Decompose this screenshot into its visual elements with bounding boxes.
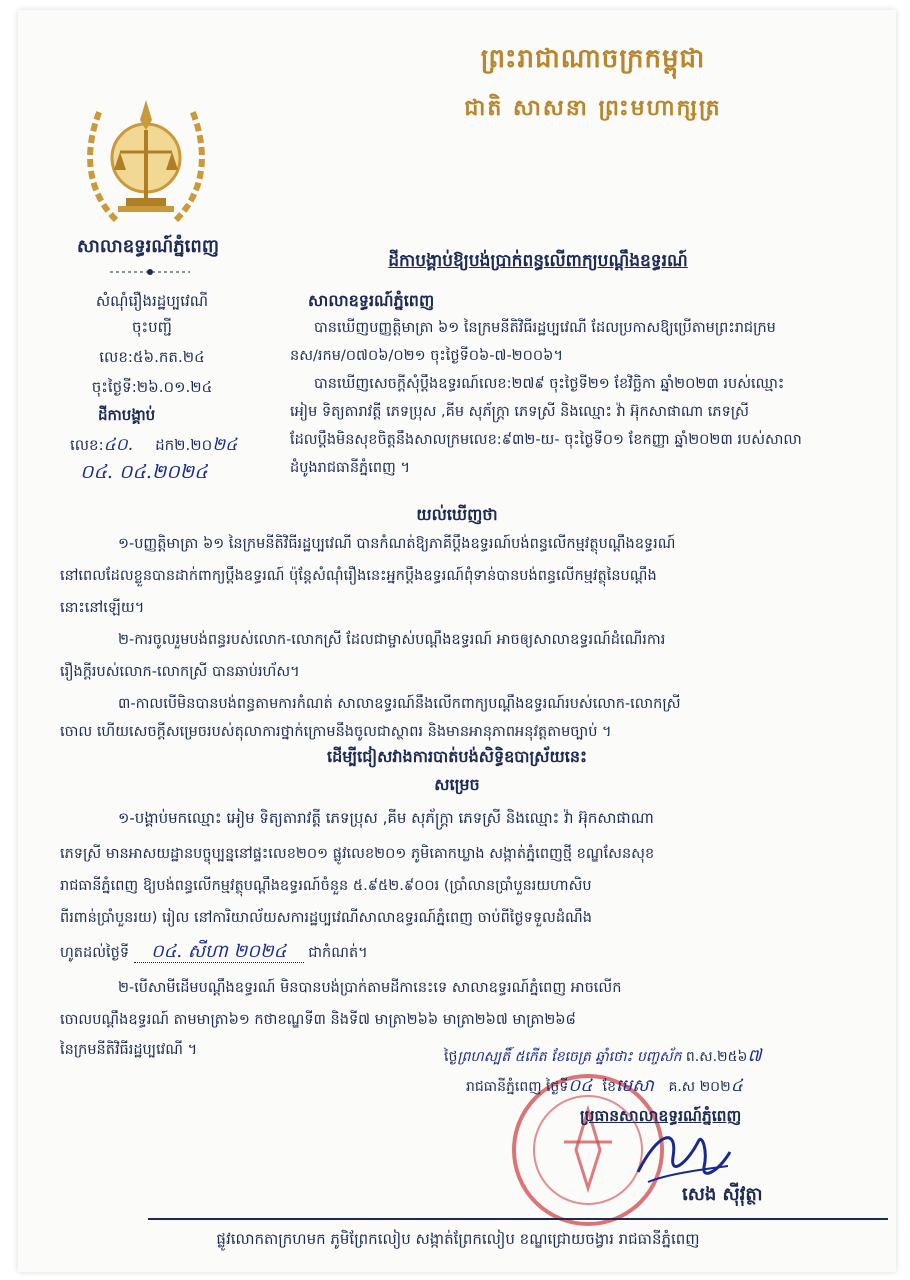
- preamble-line: ដែលប្តឹងមិនសុខចិត្តនឹងសាលក្រមលេខ:៩៣២-យ- ចុះថ្ងៃទី០១ ខែកញ្ញា ឆ្នាំ២០២៣ របស់សាលា: [290, 432, 802, 448]
- considering-line: នៅពេលដែលខ្លួនបានដាក់ពាក្យប្តឹងឧទ្ធរណ៍ ប៉ុន្តែសំណុំរឿងនេះអ្នកប្តឹងឧទ្ធរណ៍ពុំទាន់បានបង់ពន្ធលើកម្មវត្ថុនៃបណ្តឹង: [60, 568, 657, 584]
- footer-divider: [148, 1218, 888, 1220]
- order-number-suffix: ដក២.២០: [155, 436, 213, 454]
- lunar-year-handwritten: ៧: [747, 1046, 762, 1066]
- document-title: ដីកាបង្គាប់ឱ្យបង់ប្រាក់ពន្ធលើពាក្យបណ្តឹងឧទ្ធរណ៍: [388, 251, 688, 271]
- preamble-line: អៀម ទិត្យតារាវត្តី ភេទប្រុស ,គីម សុភ័ក្ត្រា ភេទស្រី និងឈ្មោះ វ៉ា អ៊ុកសាផាណា ភេទស្រី: [290, 404, 749, 420]
- preamble-line: បានឃើញសេចក្តីសុំប្តឹងឧទ្ធរណ៍លេខ:២៧៩ ចុះថ្ងៃទី២១ ខែវិច្ឆិកា ឆ្នាំ២០២៣ របស់ឈ្មោះ: [314, 376, 785, 392]
- ornament-divider-icon: [110, 266, 190, 278]
- order-date-handwritten: ០៤. ០៤.២០២៤: [80, 461, 208, 483]
- decision-line: ភេទស្រី មានអាសយដ្ឋានបច្ចុប្បន្ននៅផ្ទះលេខ២០១ ផ្លូវលេខ២០១ ភូមិគោកឃ្លាង សង្កាត់ភ្នំពេញថ្មី ខណ្ឌសែនសុខ: [60, 846, 655, 862]
- considering-line: នោះនៅឡើយ។: [60, 600, 145, 616]
- month-handwritten: មេសា: [616, 1076, 654, 1096]
- lunar-date-prefix: ថ្ងៃ: [444, 1049, 458, 1065]
- order-number-handwritten: ៤០.: [103, 435, 134, 455]
- order-number: [70, 434, 237, 459]
- preamble-line: នស/រកម/០៧០៦/០២១ ចុះថ្ងៃទី០៦-៧-២០០៦។: [290, 348, 564, 364]
- considering-line: ៣-កាលបើមិនបានបង់ពន្ធតាមការកំណត់ សាលាឧទ្ធរណ៍នឹងលើកពាក្យបណ្តឹងឧទ្ធរណ៍របស់លោក-លោកស្រី: [118, 696, 681, 712]
- deadline-date-handwritten: ០៤. សីហា ២០២៤: [134, 942, 304, 963]
- deadline-line: [60, 942, 368, 963]
- signatory-name: សេង ស៊ីវុត្ថា: [682, 1184, 763, 1205]
- file-label: សំណុំរឿងរដ្ឋប្បវេណី: [95, 292, 209, 310]
- scales-of-justice-emblem-icon: [76, 80, 216, 230]
- signatory-position: ប្រធានសាលាឧទ្ធរណ៍ភ្នំពេញ: [580, 1107, 742, 1125]
- court-name: សាលាឧទ្ធរណ៍ភ្នំពេញ: [77, 236, 219, 257]
- lunar-date-line: [444, 1046, 761, 1067]
- decision-line: ពីរពាន់ប្រាំបួនរយ) រៀល នៅការិយាល័យសការដ្ឋប្បវេណីសាលាឧទ្ធរណ៍ភ្នំពេញ ចាប់ពីថ្ងៃទទួលដំណឹង: [60, 910, 592, 926]
- place-date-prefix: រាជធានីភ្នំពេញ ថ្ងៃទី: [466, 1079, 569, 1095]
- preamble-line: ដំបូងរាជធានីភ្នំពេញ ។: [290, 460, 411, 476]
- month-prefix: ខែ: [602, 1079, 617, 1095]
- kingdom-heading: ព្រះរាជាណាចក្រកម្ពុជា: [480, 44, 706, 74]
- decision-line: ១-បង្គាប់មកឈ្មោះ អៀម ទិត្យតារាវត្តី ភេទប្រុស ,គីម សុភ័ក្ត្រា ភេទស្រី និងឈ្មោះ វ៉ា អ៊ុកសាផាណា: [118, 809, 654, 827]
- footer-address: ផ្លូវលោកតាក្រហមក ភូមិព្រែកលៀប សង្កាត់ព្រែកលៀប ខណ្ឌជ្រោយចង្វារ រាជធានីភ្នំពេញ: [216, 1230, 700, 1248]
- file-number: លេខ:៥៦.កត.២៤: [99, 348, 205, 366]
- decision-heading: សម្រេច: [434, 775, 480, 794]
- day-handwritten: ០៤: [568, 1076, 593, 1096]
- order-label: ដីកាបង្គាប់: [98, 406, 156, 424]
- decision-line: រាជធានីភ្នំពេញ ឱ្យបង់ពន្ធលើកម្មវត្ថុបណ្តឹងឧទ្ធរណ៍ចំនួន ៥.៩៥២.៩០០រ (ប្រាំលានប្រាំបួនរយហាសិប: [60, 878, 592, 894]
- national-motto: ជាតិ សាសនា ព្រះមហាក្សត្រ: [464, 95, 722, 121]
- deadline-suffix: ជាកំណត់។: [308, 945, 368, 961]
- considering-line: រឿងក្តីរបស់លោក-លោកស្រី បានឆាប់រហ័ស។: [60, 664, 300, 680]
- purpose-heading: ដើម្បីជៀសវាងការបាត់បង់សិទ្ធិឧបាស្រ័យនេះ: [327, 747, 587, 766]
- lunar-year: ព.ស.២៥៦: [685, 1049, 748, 1065]
- order-year-handwritten: ២៤: [212, 435, 238, 455]
- preamble-line: បានឃើញបញ្ញត្តិមាត្រា ៦១ នៃក្រមនីតិវិធីរដ្ឋប្បវេណី ដែលប្រកាសឱ្យប្រើតាមព្រះរាជក្រម: [314, 320, 776, 336]
- issuing-court: សាលាឧទ្ធរណ៍ភ្នំពេញ: [308, 291, 435, 310]
- considering-line: ២-ការចូលរួមបង់ពន្ធរបស់លោក-លោកស្រី ដែលជាម្ចាស់បណ្តឹងឧទ្ធរណ៍ អាចឲ្យសាលាឧទ្ធរណ៍ដំណើរការ: [118, 632, 666, 648]
- document-page: [18, 10, 896, 1272]
- decision-2-line: ចោលបណ្តឹងឧទ្ធរណ៍ តាមមាត្រា៦១ កថាខណ្ឌទី៣ និងទី៧ មាត្រា២៦៦ មាត្រា២៦៧ មាត្រា២៦៨: [60, 1012, 576, 1028]
- considering-line: ១-បញ្ញត្តិមាត្រា ៦១ នៃក្រមនីតិវិធីរដ្ឋប្បវេណី បានកំណត់ឱ្យភាគីប្តឹងឧទ្ធរណ៍បង់ពន្ធលើកម្មវត្ថុបណ្តឹងឧទ្ធរណ៍: [118, 536, 676, 552]
- deadline-prefix: ហូតដល់ថ្ងៃទី: [60, 945, 130, 961]
- decision-2-line: នៃក្រមនីតិវិធីរដ្ឋប្បវេណី ។: [60, 1042, 198, 1058]
- order-number-prefix: លេខ:: [70, 436, 104, 454]
- year-prefix: គ.ស ២០២: [668, 1079, 731, 1095]
- decision-2-line: ២-បើសាមីដើមបណ្តឹងឧទ្ធរណ៍ មិនបានបង់ប្រាក់តាមដីកានេះទេ សាលាឧទ្ធរណ៍ភ្នំពេញ អាចលើក: [118, 980, 622, 996]
- considering-heading: យល់ឃើញថា: [416, 505, 498, 524]
- considering-line: ចោល ហើយសេចក្តីសម្រេចរបស់តុលាការថ្នាក់ក្រោមនឹងចូលជាស្ថាពរ និងមានអានុភាពអនុវត្តតាមច្បាប់ ។: [60, 724, 612, 740]
- lunar-date-handwritten: ព្រហស្បតិ៍ ៥កើត ខែចេត្រ ឆ្នាំថោះ បញ្ចស័ក: [457, 1049, 682, 1065]
- place-date-line: [466, 1076, 743, 1097]
- year-handwritten: ៤: [730, 1076, 743, 1096]
- registered-label: ចុះបញ្ជី: [132, 318, 172, 336]
- file-date: ចុះថ្ងៃទី:២៦.០១.២៤: [91, 378, 213, 396]
